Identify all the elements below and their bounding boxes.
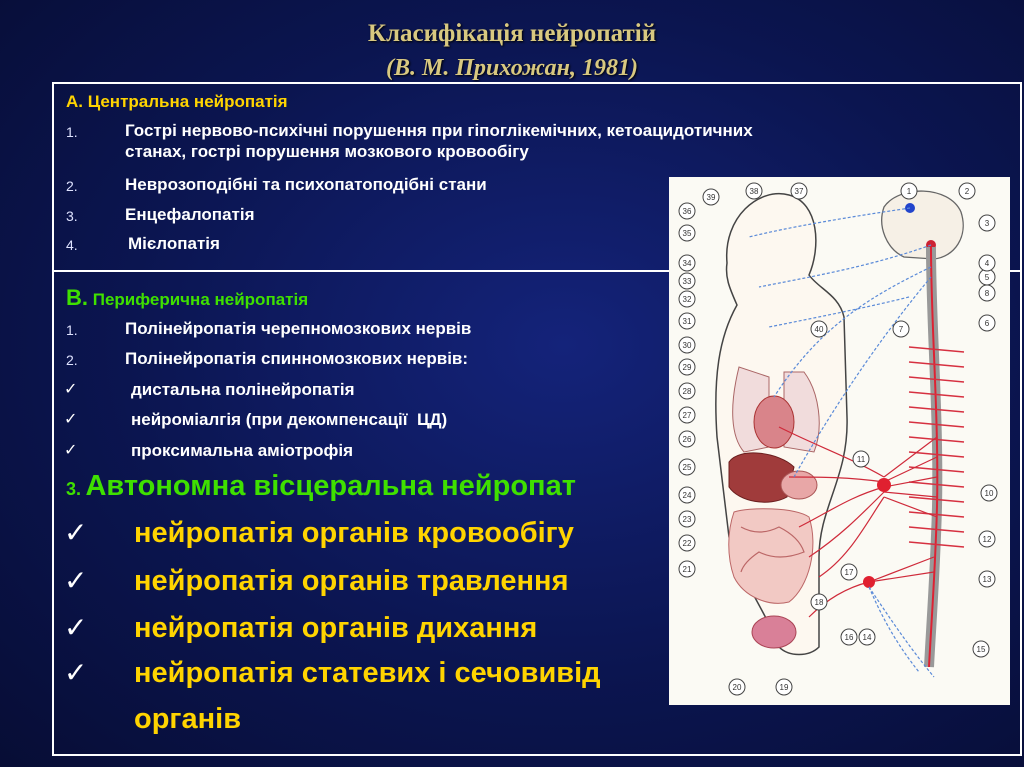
list-number: 1. bbox=[66, 124, 78, 140]
svg-text:5: 5 bbox=[984, 273, 990, 282]
check-icon: ✓ bbox=[64, 612, 88, 643]
svg-text:3: 3 bbox=[984, 219, 990, 228]
svg-text:18: 18 bbox=[814, 598, 824, 607]
svg-text:29: 29 bbox=[682, 363, 692, 372]
svg-text:13: 13 bbox=[982, 575, 992, 584]
svg-text:40: 40 bbox=[814, 325, 824, 334]
list-item: Енцефалопатія bbox=[125, 205, 255, 224]
svg-text:21: 21 bbox=[682, 565, 692, 574]
svg-text:16: 16 bbox=[844, 633, 854, 642]
sub-list-item: нейроміалгія (при декомпенсації ЦД) bbox=[131, 410, 448, 429]
svg-text:17: 17 bbox=[844, 568, 854, 577]
svg-text:25: 25 bbox=[682, 463, 692, 472]
svg-text:15: 15 bbox=[976, 645, 986, 654]
check-icon: ✓ bbox=[64, 517, 88, 548]
list-item-line: станах, гострі порушення мозкового кровообігу bbox=[125, 142, 529, 161]
svg-text:22: 22 bbox=[682, 539, 692, 548]
svg-text:38: 38 bbox=[749, 187, 759, 196]
check-icon: ✓ bbox=[64, 381, 78, 398]
check-icon: ✓ bbox=[64, 565, 88, 596]
svg-text:4: 4 bbox=[984, 259, 990, 268]
svg-text:30: 30 bbox=[682, 341, 692, 350]
svg-text:1: 1 bbox=[906, 187, 912, 196]
svg-text:28: 28 bbox=[682, 387, 692, 396]
svg-text:20: 20 bbox=[732, 683, 742, 692]
section-a-heading: А. Центральна нейропатія bbox=[66, 92, 288, 111]
svg-text:34: 34 bbox=[682, 259, 692, 268]
section-b-heading bbox=[66, 285, 308, 311]
section-b-letter: В. bbox=[66, 285, 88, 310]
list-item: Неврозоподібні та психопатоподібні стани bbox=[125, 175, 487, 194]
svg-text:27: 27 bbox=[682, 411, 692, 420]
list-item: Мієлопатія bbox=[128, 234, 220, 253]
sub-list-item: проксимальна аміотрофія bbox=[131, 441, 354, 460]
svg-text:32: 32 bbox=[682, 295, 692, 304]
list-number: 1. bbox=[66, 322, 78, 338]
svg-text:39: 39 bbox=[706, 193, 716, 202]
check-icon: ✓ bbox=[64, 657, 88, 688]
svg-text:35: 35 bbox=[682, 229, 692, 238]
section-3-heading bbox=[66, 470, 576, 503]
check-icon: ✓ bbox=[64, 442, 78, 459]
svg-text:19: 19 bbox=[779, 683, 789, 692]
list-item bbox=[125, 120, 753, 162]
svg-text:24: 24 bbox=[682, 491, 692, 500]
slide-subtitle: (В. М. Прихожан, 1981) bbox=[385, 55, 638, 81]
list-number: 4. bbox=[66, 237, 78, 253]
list-number: 2. bbox=[66, 178, 78, 194]
big-list-item: нейропатія органів дихання bbox=[134, 612, 538, 644]
sub-list-item: дистальна полінейропатія bbox=[131, 380, 355, 399]
check-icon: ✓ bbox=[64, 411, 78, 428]
svg-text:12: 12 bbox=[982, 535, 992, 544]
big-list-item: нейропатія статевих і сечовивід bbox=[134, 657, 601, 689]
section-3-title: Автономна вісцеральна нейропат bbox=[85, 470, 576, 502]
svg-text:10: 10 bbox=[984, 489, 994, 498]
slide-title: Класифікація нейропатій bbox=[367, 20, 657, 47]
big-list-item: нейропатія органів травлення bbox=[134, 565, 569, 597]
big-list-item-continuation: органів bbox=[134, 703, 242, 735]
svg-text:6: 6 bbox=[984, 319, 990, 328]
list-item-line: Гострі нервово-психічні порушення при гіпоглікемічних, кетоацидотичних bbox=[125, 121, 753, 140]
list-item: Полінейропатія спинномозкових нервів: bbox=[125, 349, 469, 368]
list-item: Полінейропатія черепномозкових нервів bbox=[125, 319, 472, 338]
section-3-number: 3. bbox=[66, 479, 82, 499]
svg-text:33: 33 bbox=[682, 277, 692, 286]
svg-text:26: 26 bbox=[682, 435, 692, 444]
svg-text:36: 36 bbox=[682, 207, 692, 216]
big-list-item: нейропатія органів кровообігу bbox=[134, 517, 574, 549]
list-number: 3. bbox=[66, 208, 78, 224]
nervous-system-diagram-svg bbox=[669, 177, 1010, 705]
svg-text:2: 2 bbox=[964, 187, 970, 196]
nervous-system-diagram bbox=[669, 177, 1010, 705]
svg-text:11: 11 bbox=[856, 455, 866, 464]
section-b-title: Периферична нейропатія bbox=[92, 290, 309, 309]
svg-text:31: 31 bbox=[682, 317, 692, 326]
svg-text:23: 23 bbox=[682, 515, 692, 524]
list-number: 2. bbox=[66, 352, 78, 368]
svg-text:37: 37 bbox=[794, 187, 804, 196]
svg-text:14: 14 bbox=[862, 633, 872, 642]
svg-text:7: 7 bbox=[898, 325, 904, 334]
svg-text:8: 8 bbox=[984, 289, 990, 298]
